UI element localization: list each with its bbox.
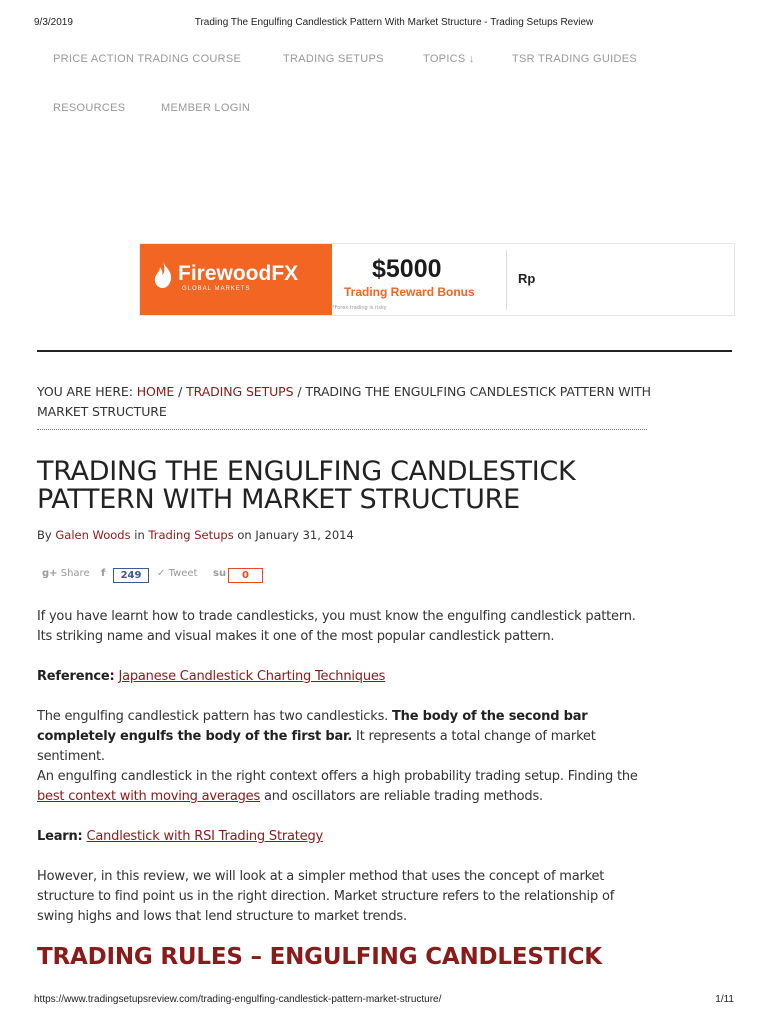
definition-bold: The body of the second bar completely engulfs the body of the first bar. [37, 709, 588, 744]
breadcrumb [37, 382, 657, 422]
banner-offer [332, 244, 507, 315]
context-tail: and oscillators are reliable trading methods. [260, 789, 543, 804]
reference-paragraph [37, 667, 647, 687]
gplus-share-label: Share [60, 568, 90, 579]
definition-paragraph [37, 707, 647, 767]
print-page-title: Trading The Engulfing Candlestick Pattern With Market Structure - Trading Setups Review [194, 17, 594, 28]
facebook-share-button[interactable] [101, 568, 105, 579]
banner-bonus-text: Trading Reward Bonus [344, 285, 475, 299]
breadcrumb-home-link[interactable]: HOME [136, 384, 175, 399]
banner-amount: $5000 [372, 255, 442, 283]
byline-in: in [130, 528, 149, 542]
print-url: https://www.tradingsetupsreview.com/trading-engulfing-candlestick-pattern-market-structure/ [34, 994, 442, 1005]
learn-label: Learn: [37, 829, 83, 844]
banner-fine-print: *Forex trading is risky [332, 305, 387, 311]
reference-label: Reference: [37, 669, 115, 684]
nav-item-topics[interactable]: TOPICS ↓ [423, 53, 475, 65]
stumbleupon-icon: su [213, 568, 227, 579]
print-date: 9/3/2019 [34, 17, 73, 28]
moving-averages-link[interactable]: best context with moving averages [37, 789, 261, 804]
breadcrumb-prefix: YOU ARE HERE: [37, 384, 137, 399]
section-heading: TRADING RULES – ENGULFING CANDLESTICK [37, 944, 602, 970]
definition-text: The engulfing candlestick pattern has two candlesticks. [37, 709, 393, 724]
nav-item-trading-setups[interactable]: TRADING SETUPS [283, 53, 384, 65]
learn-paragraph [37, 827, 647, 847]
gplus-icon: g+ [42, 568, 58, 579]
header-divider [37, 350, 732, 352]
ad-banner[interactable] [139, 243, 735, 316]
facebook-icon: f [101, 568, 106, 579]
definition-tail: It represents a total change of market sentiment. [37, 729, 596, 764]
nav-item-resources[interactable]: RESOURCES [53, 102, 126, 114]
breadcrumb-current: TRADING THE ENGULFING CANDLESTICK PATTERN WITH MARKET STRUCTURE [37, 384, 651, 419]
author-link[interactable]: Galen Woods [55, 528, 131, 542]
tweet-label: Tweet [168, 568, 198, 579]
nav-item-tsr-guides[interactable]: TSR TRADING GUIDES [512, 53, 637, 65]
byline-date: on January 31, 2014 [233, 528, 354, 542]
market-structure-paragraph: However, in this review, we will look at a simpler method that uses the concept of market structure to find point us in the right direction. Market structure refers to the relationship of swing highs and lows that lend structure to market trends. [37, 869, 615, 924]
byline-by: By [37, 528, 56, 542]
breadcrumb-separator: / [174, 384, 187, 399]
banner-brand-panel [140, 244, 332, 315]
banner-divider [506, 250, 507, 310]
breadcrumb-divider [37, 429, 647, 430]
breadcrumb-section-link[interactable]: TRADING SETUPS [186, 384, 294, 399]
category-link[interactable]: Trading Setups [148, 528, 234, 542]
context-text: An engulfing candlestick in the right context offers a high probability trading setup. Finding the [37, 769, 638, 784]
facebook-share-count: 249 [113, 568, 149, 583]
nav-item-member-login[interactable]: MEMBER LOGIN [161, 102, 251, 114]
twitter-icon: ✓ [157, 568, 166, 579]
stumbleupon-count: 0 [228, 568, 263, 583]
flame-icon [152, 261, 174, 289]
banner-brand-logo: FirewoodFX [178, 262, 299, 285]
breadcrumb-separator: / [293, 384, 306, 399]
context-paragraph [37, 767, 647, 807]
reference-link[interactable]: Japanese Candlestick Charting Techniques [118, 669, 386, 684]
banner-brand-sub: GLOBAL MARKETS [182, 286, 251, 292]
page-number: 1/11 [715, 994, 734, 1005]
byline [37, 528, 354, 542]
gplus-share-button[interactable] [42, 568, 90, 579]
nav-item-price-action-course[interactable]: PRICE ACTION TRADING COURSE [53, 53, 242, 65]
intro-paragraph: If you have learnt how to trade candlesticks, you must know the engulfing candlestick pattern. Its striking name and visual makes it one of the most popular candlestick pattern. [37, 609, 636, 644]
stumbleupon-button[interactable] [213, 568, 226, 579]
banner-right-text: Rp [518, 271, 536, 286]
tweet-button[interactable] [157, 568, 197, 579]
page-title: TRADING THE ENGULFING CANDLESTICK PATTERN WITH MARKET STRUCTURE [37, 456, 576, 515]
rsi-strategy-link[interactable]: Candlestick with RSI Trading Strategy [86, 829, 324, 844]
